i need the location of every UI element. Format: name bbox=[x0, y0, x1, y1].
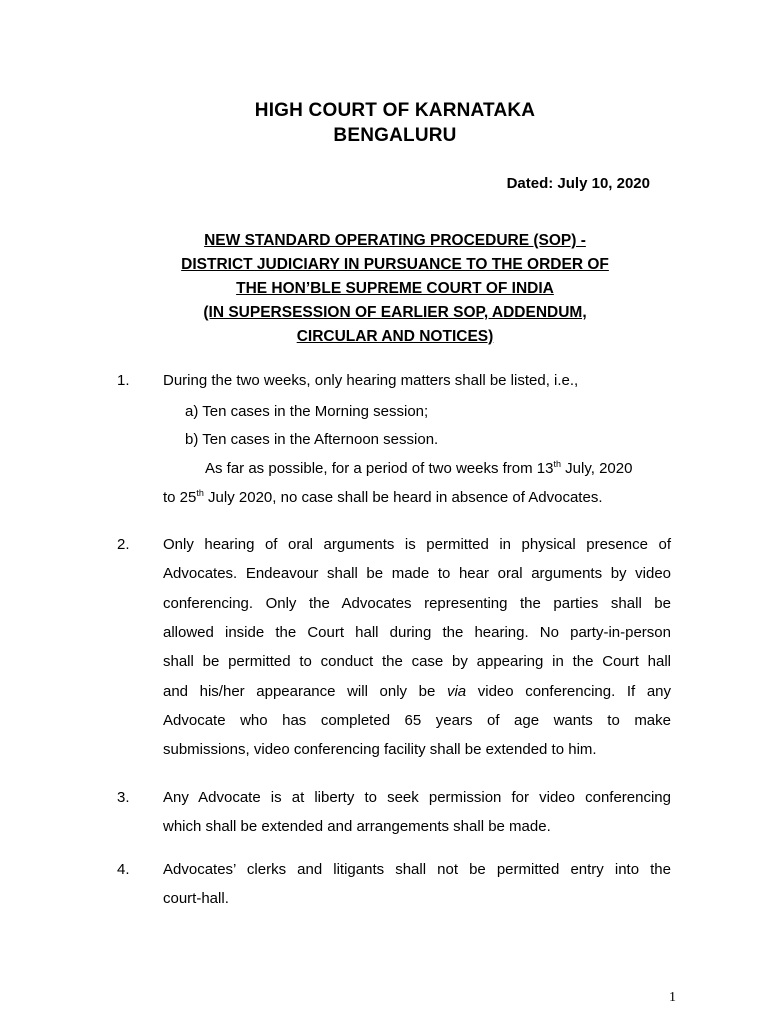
court-city: BENGALURU bbox=[333, 125, 457, 146]
item-1-paragraph-line-2: to 25th July 2020, no case shall be heard in absence of Advocates. bbox=[163, 488, 603, 506]
item-2-line-6: and his/her appearance will only be via video conferencing. If any bbox=[163, 683, 672, 700]
item-4-line-2: court-hall. bbox=[163, 890, 229, 907]
court-name: HIGH COURT OF KARNATAKA bbox=[254, 100, 536, 121]
document-date: Dated: July 10, 2020 bbox=[506, 175, 650, 192]
item-1-intro: During the two weeks, only hearing matters shall be listed, i.e., bbox=[163, 372, 579, 389]
item-3-number: 3. bbox=[117, 789, 130, 806]
item-1-number: 1. bbox=[117, 372, 130, 389]
item-2-line-8: submissions, video conferencing facility shall be extended to him. bbox=[163, 741, 597, 758]
item-3-line-1: Any Advocate is at liberty to seek permission for video conferencing bbox=[163, 789, 671, 806]
item-2-line-7: Advocate who has completed 65 years of age wants to make bbox=[163, 712, 671, 729]
subject-line-4: (IN SUPERSESSION OF EARLIER SOP, ADDENDUM, bbox=[203, 304, 587, 321]
subject-line-3: THE HON’BLE SUPREME COURT OF INDIA bbox=[236, 280, 554, 297]
subject-line-5: CIRCULAR AND NOTICES) bbox=[296, 328, 494, 345]
item-1-sub-b: b) Ten cases in the Afternoon session. bbox=[185, 431, 439, 448]
item-4-number: 4. bbox=[117, 861, 130, 878]
item-2-line-2: Advocates. Endeavour shall be made to hear oral arguments by video bbox=[163, 565, 671, 582]
item-2-line-1: Only hearing of oral arguments is permitted in physical presence of bbox=[163, 536, 671, 553]
item-1-sub-a: a) Ten cases in the Morning session; bbox=[185, 403, 429, 420]
item-1-paragraph-line-1: As far as possible, for a period of two weeks from 13th July, 2020 bbox=[205, 459, 633, 477]
item-2-number: 2. bbox=[117, 536, 130, 553]
item-2-line-5: shall be permitted to conduct the case by appearing in the Court hall bbox=[163, 653, 671, 670]
item-2-line-4: allowed inside the Court hall during the hearing. No party-in-person bbox=[163, 624, 671, 641]
item-4-line-1: Advocates’ clerks and litigants shall not be permitted entry into the bbox=[163, 861, 671, 878]
page-number: 1 bbox=[669, 990, 676, 1005]
subject-line-1: NEW STANDARD OPERATING PROCEDURE (SOP) - bbox=[204, 232, 586, 249]
subject-line-2: DISTRICT JUDICIARY IN PURSUANCE TO THE ORDER OF bbox=[181, 256, 609, 273]
item-2-line-3: conferencing. Only the Advocates representing the parties shall be bbox=[163, 595, 671, 612]
item-3-line-2: which shall be extended and arrangements shall be made. bbox=[163, 818, 551, 835]
